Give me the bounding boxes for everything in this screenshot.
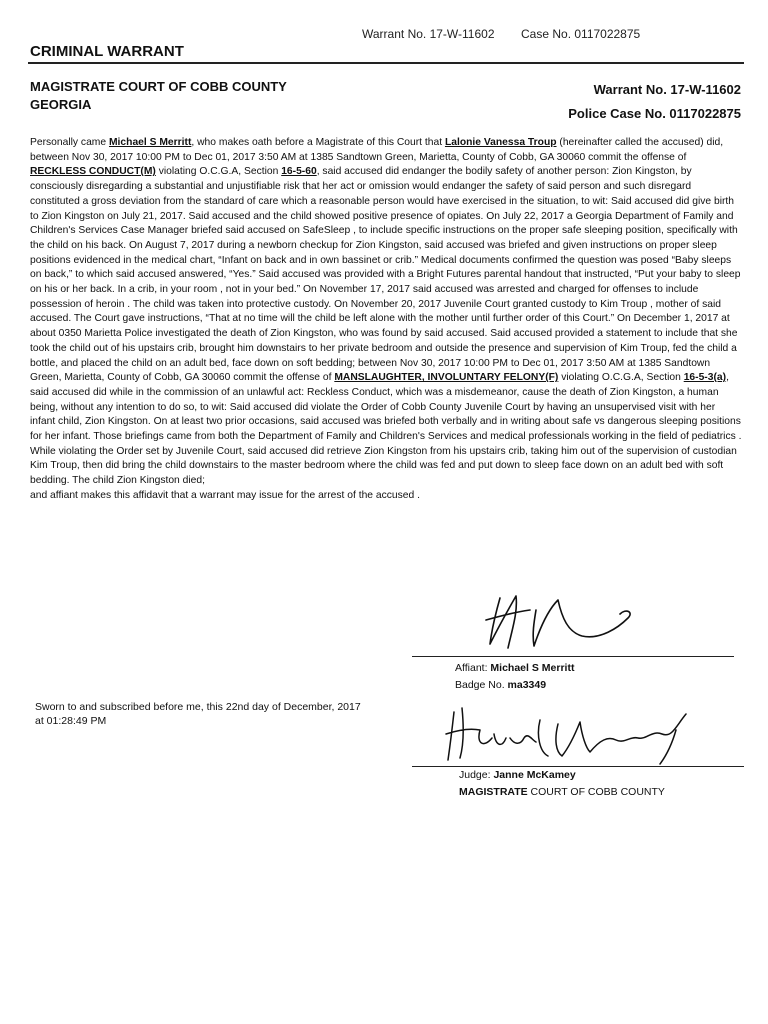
affiant-signature-line xyxy=(412,656,734,657)
court-line-1: MAGISTRATE COURT OF COBB COUNTY xyxy=(30,79,287,94)
body-text-1: Personally came xyxy=(30,137,109,148)
body-text-3: (hereinafter called the accused) did, between Nov 30, 2017 10:00 PM to Dec 01, 2017 3:50 AM at 1385 Sandtown Green, Marietta, County of Cobb, GA 30060 commit the offense of xyxy=(30,137,724,163)
affiant-name-inline: Michael S Merritt xyxy=(108,137,192,148)
case-header xyxy=(568,78,741,126)
warrant-number: Warrant No. 17-W-11602 xyxy=(593,82,741,97)
sworn-statement: Sworn to and subscribed before me, this 22nd day of December, 2017 at 01:28:49 PM xyxy=(35,701,361,727)
judge-signature xyxy=(440,700,695,766)
affiant-label: Affiant: xyxy=(455,662,491,674)
body-text-7: , said accused did while in the commission of an unlawful act: Reckless Conduct, which was a misdemeanor, cause the death of Zion Kingston, a human being, without any intention to do so, to wit: Said accused did violate the Order of Cobb County Juvenile Court by having an unsupervised visit with her infant child, Zion Kingston. On at least two prior occasions, said accused was briefed both verbally and in writing about safe vs dangerous sleeping positions for her infant. Those briefings came from both the Department of Family and Children's Services and medical professionals working in the field of pediatrics . While violating the Order set by Juvenile Court, said accused did retrieve Zion Kingston from his upstairs crib, taking him out of the supervision of custodian Kim Troup, then did bring the child downstairs to the master bedroom where the child was fed and put down to sleep face down on an adult bed with soft bedding. The child Zion Kingston died; xyxy=(30,372,742,487)
affiant-name: Michael S Merritt xyxy=(490,662,575,674)
police-case-number: Police Case No. 0117022875 xyxy=(568,106,741,121)
court-name xyxy=(30,78,287,114)
warrant-body xyxy=(30,136,742,504)
badge-number: ma3349 xyxy=(507,679,547,691)
judge-block xyxy=(459,767,665,801)
judge-label: Judge: xyxy=(459,769,494,781)
offense-reckless-conduct: RECKLESS CONDUCT(M) xyxy=(30,166,156,178)
section-16-5-3a: 16-5-3(a) xyxy=(683,372,727,384)
judge-court-name: COURT OF COBB COUNTY xyxy=(527,786,665,798)
court-line-2: GEORGIA xyxy=(30,97,92,112)
body-text-2: , who makes oath before a Magistrate of this Court that xyxy=(191,137,445,148)
accused-name: Lalonie Vanessa Troup xyxy=(444,137,557,148)
judge-court-magistrate: MAGISTRATE xyxy=(459,786,528,798)
top-warrant-number: Warrant No. 17-W-11602 xyxy=(362,27,495,41)
top-case-number: Case No. 0117022875 xyxy=(521,27,641,41)
judge-name: Janne McKamey xyxy=(493,769,576,781)
body-text-6: violating O.C.G.A, Section xyxy=(558,372,684,384)
body-text-4: violating O.C.G.A, Section xyxy=(155,166,282,178)
affiant-signature xyxy=(478,588,648,654)
document-title: CRIMINAL WARRANT xyxy=(30,43,184,60)
affiant-block xyxy=(455,660,574,694)
badge-label: Badge No. xyxy=(455,679,508,691)
closing-statement: and affiant makes this affidavit that a warrant may issue for the arrest of the accused . xyxy=(30,489,420,501)
section-16-5-60: 16-5-60 xyxy=(281,166,317,178)
body-text-5: , said accused did endanger the bodily safety of another person: Zion Kingston, by consciously disregarding a substantial and unjustifiable risk that her act or omission would endanger the safety of said person and such disregard constituted a gross deviation from the standard of care which a reasonable person would have exercised in the situation, to wit: Said accused did give birth to Zion Kingston on July 21, 2017. Said accused and the child showed positive presence of opiates. On July 22, 2017 a Georgia Department of Family and Children's Services Case Manager briefed said accused on SafeSleep , to include specific instructions on the proper safe sleeping position, specifically with the child on his back. On August 7, 2017 during a newborn checkup for Zion Kingston, said accused was briefed and given instructions on proper sleep positions evidenced in the medical chart, “Infant on back and in own bassinet or crib.” Medical documents confirmed the question was posed “Baby sleeps on back,” to which said accused answered, “Yes.” Said accused was provided with a Bright Futures parental handout that instructed, “Put your baby to sleep on his or her back. In a crib, in your room , not in your bed.” On November 17, 2017 said accused was arrested and charged for offenses to include possession of heroin . The child was taken into protective custody. On November 20, 2017 Juvenile Court granted custody to Kim Troup , mother of said accused. The Court gave instructions, “That at no time will the child be left alone with the mother until further order of this Court.” On December 1, 2017 at about 0350 Marietta Police investigated the death of Zion Kingston, who was found by said accused. Said accused provided a statement to include that she took the child out of his upstairs crib, brought him downstairs to her private bedroom and outside the presence and supervision of Kim Troup, fed the child a bottle, and placed the child on an adult bed, face down on soft bedding; between Nov 30, 2017 10:00 PM to Dec 01, 2017 3:50 AM at 1385 Sandtown Green, Marietta, County of Cobb, GA 30060 commit the offense of xyxy=(30,166,741,384)
header-rule xyxy=(28,62,744,64)
offense-manslaughter: MANSLAUGHTER, INVOLUNTARY FELONY(F) xyxy=(334,372,559,384)
